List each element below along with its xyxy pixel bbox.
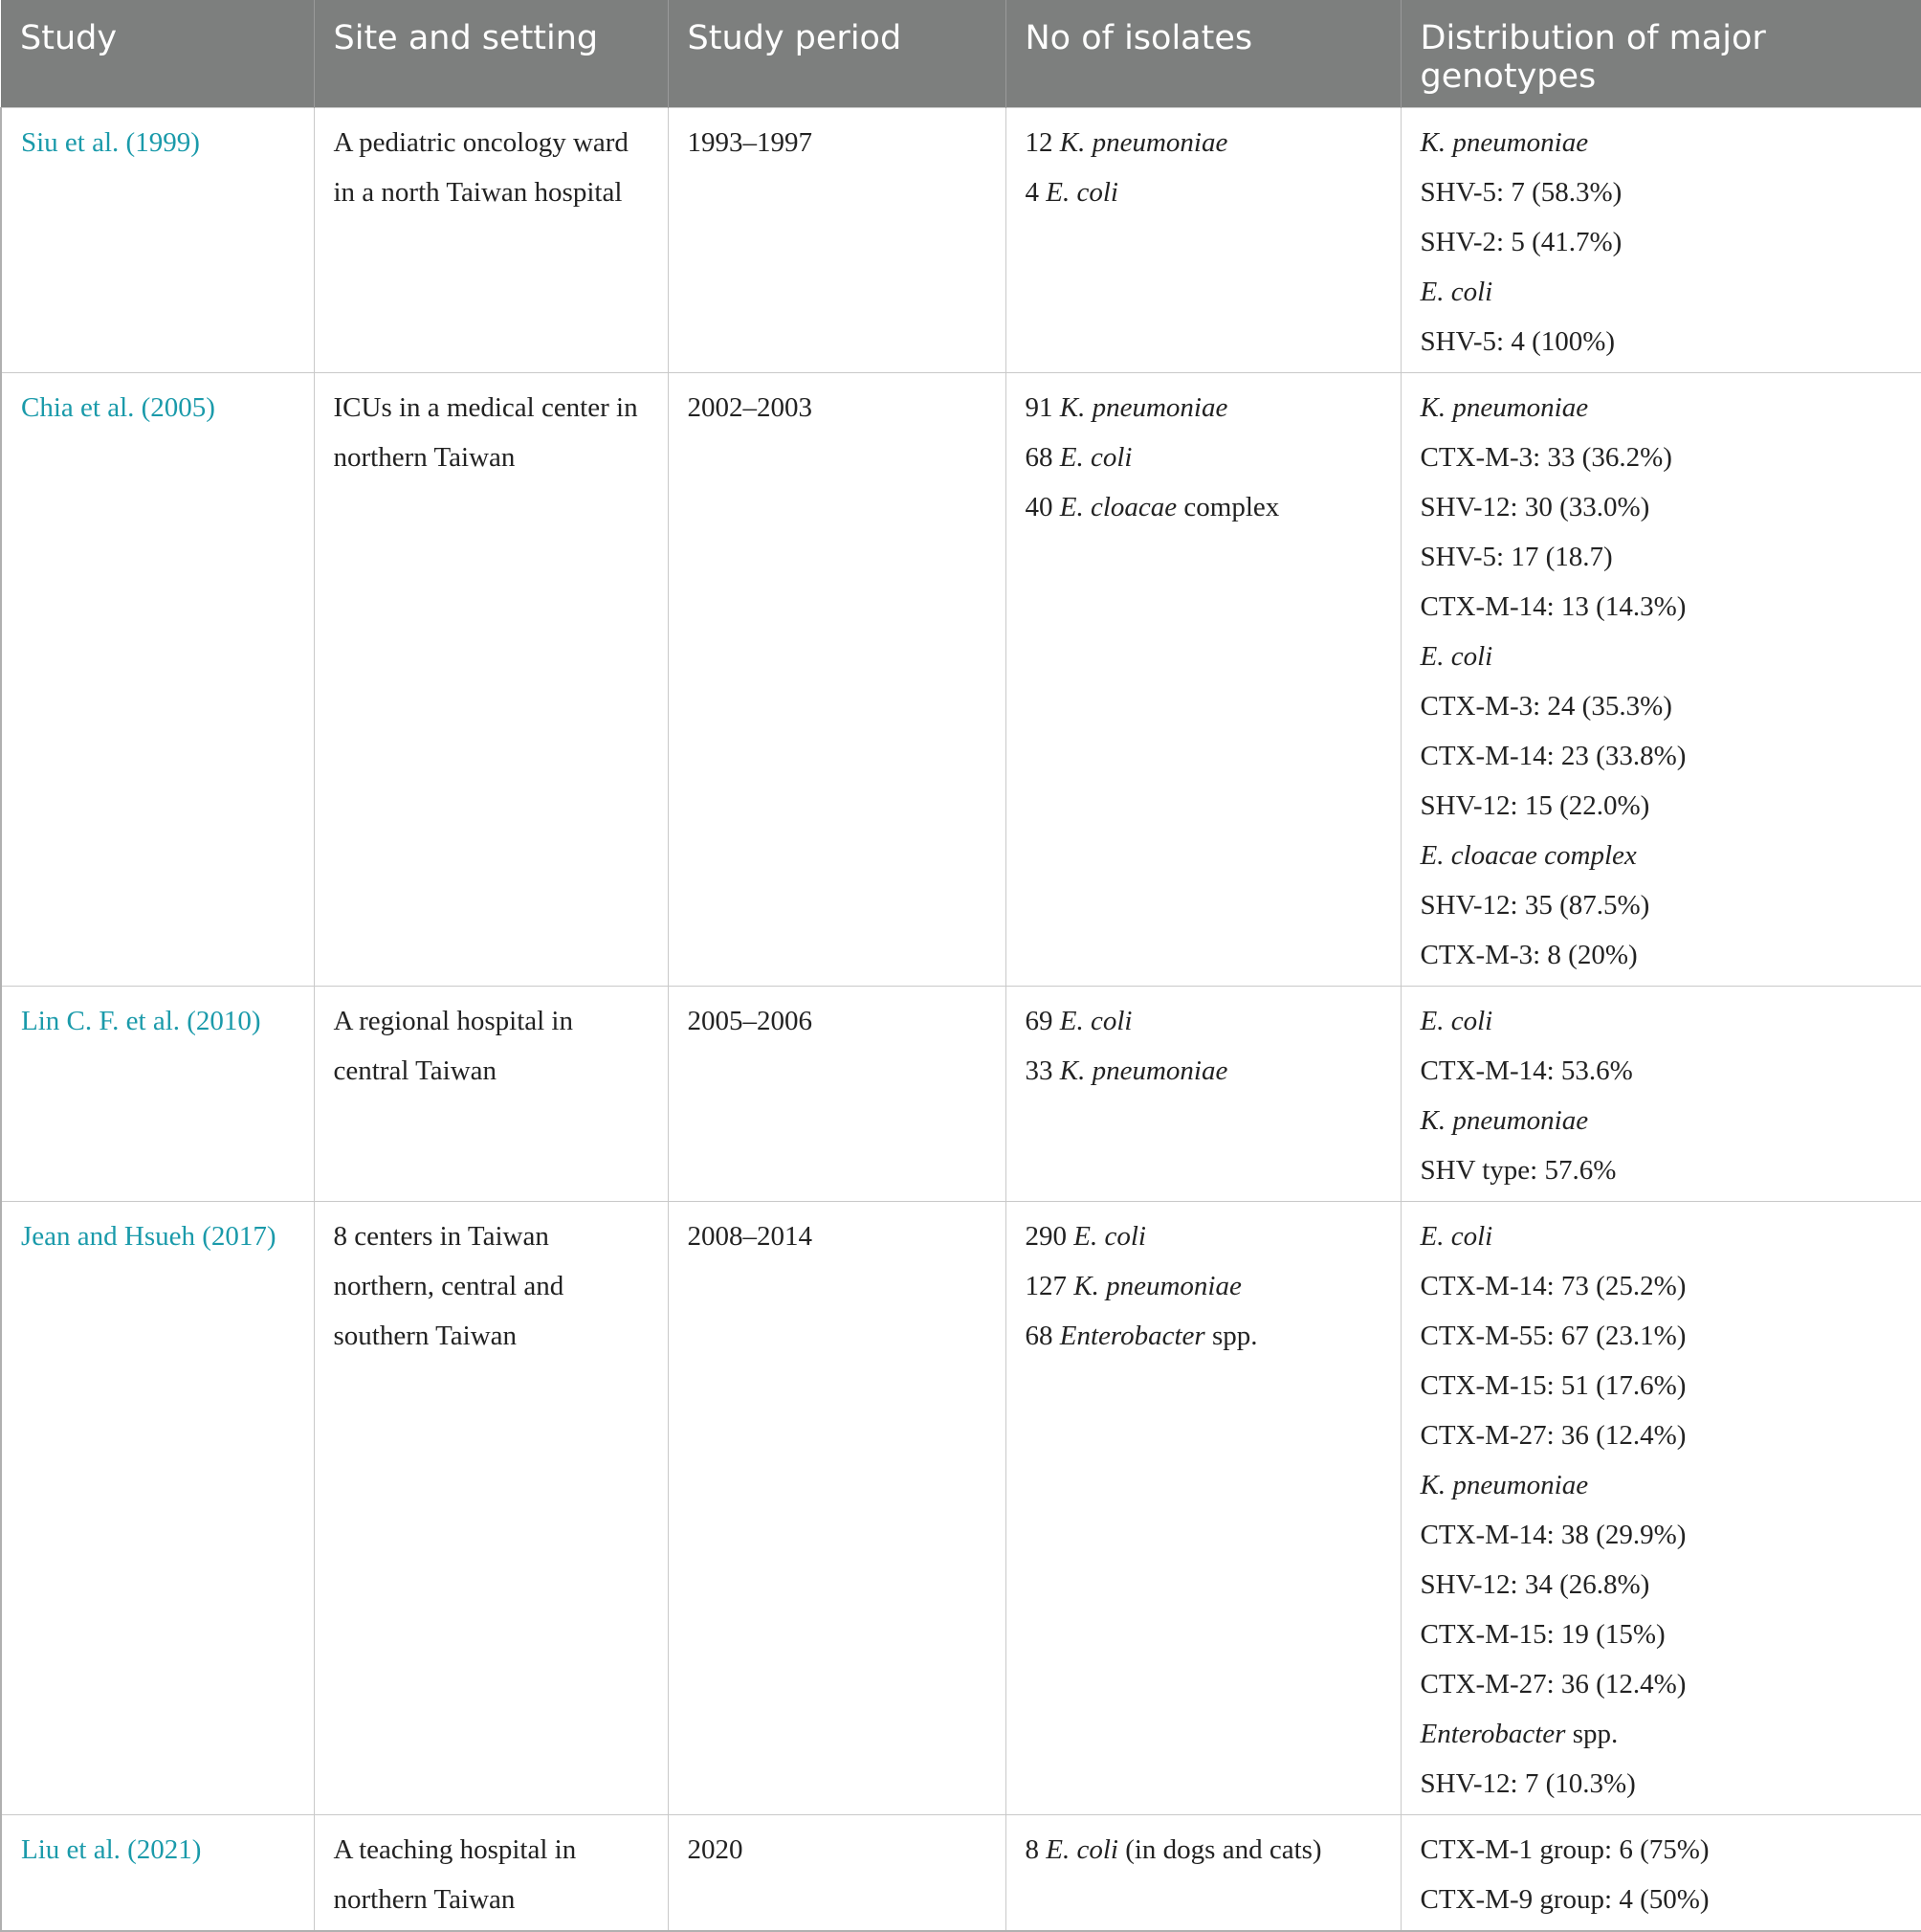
cell-line — [1421, 1875, 1903, 1924]
species-name: K. pneumoniae — [1059, 127, 1228, 158]
study-cell — [1, 987, 314, 1202]
species-name: E. coli — [1059, 442, 1133, 473]
site-line: ICUs in a medical center in — [333, 392, 638, 423]
species-name: K. pneumoniae — [1059, 392, 1228, 423]
study-citation-link[interactable]: Chia et al. (2005) — [21, 392, 215, 423]
site-cell — [314, 1202, 668, 1815]
cell-text: SHV-12: 30 (33.0%) — [1420, 492, 1650, 522]
table-row — [1, 373, 1921, 987]
species-name: K. pneumoniae — [1420, 392, 1589, 423]
table-body — [1, 108, 1921, 1932]
cell-line — [1421, 532, 1903, 582]
study-cell — [1, 108, 314, 373]
species-name: E. cloacae — [1059, 492, 1178, 522]
cell-line — [1421, 781, 1903, 831]
column-header — [314, 0, 668, 108]
period-cell — [668, 1815, 1005, 1932]
cell-line — [1421, 880, 1903, 930]
period-cell — [668, 1202, 1005, 1815]
cell-line — [1421, 1825, 1903, 1875]
site-line: A pediatric oncology ward — [333, 127, 629, 158]
cell-text: CTX-M-15: 51 (17.6%) — [1420, 1370, 1687, 1401]
column-header — [1, 0, 314, 108]
cell-text: CTX-M-14: 53.6% — [1420, 1055, 1633, 1086]
table-row — [1, 108, 1921, 373]
cell-line — [1421, 831, 1903, 880]
cell-line — [1026, 383, 1381, 433]
cell-text: SHV-5: 7 (58.3%) — [1420, 177, 1623, 208]
cell-line — [1421, 1145, 1903, 1195]
cell-line — [1421, 1709, 1903, 1759]
cell-text: CTX-M-3: 8 (20%) — [1420, 940, 1638, 970]
cell-line — [1421, 1560, 1903, 1610]
cell-line — [1421, 1759, 1903, 1809]
cell-text: 40 — [1025, 492, 1060, 522]
study-cell — [1, 1815, 314, 1932]
cell-text: complex — [1177, 492, 1280, 522]
cell-text: CTX-M-15: 19 (15%) — [1420, 1619, 1666, 1650]
cell-line — [1421, 681, 1903, 731]
period-text: 2008–2014 — [687, 1221, 812, 1252]
column-header — [668, 0, 1005, 108]
cell-text: CTX-M-3: 24 (35.3%) — [1420, 691, 1672, 722]
site-line: in a north Taiwan hospital — [333, 177, 623, 208]
cell-line — [1421, 582, 1903, 632]
cell-text: SHV-2: 5 (41.7%) — [1420, 227, 1623, 257]
cell-line — [1421, 1211, 1903, 1261]
cell-line — [1026, 433, 1381, 482]
cell-line — [1026, 1311, 1381, 1361]
site-cell — [314, 1815, 668, 1932]
cell-line — [1421, 482, 1903, 532]
site-cell — [314, 108, 668, 373]
cell-line — [1026, 118, 1381, 167]
cell-text: CTX-M-14: 73 (25.2%) — [1420, 1271, 1687, 1301]
genotypes-cell — [1401, 1815, 1921, 1932]
cell-line — [1421, 1659, 1903, 1709]
cell-text: 12 — [1025, 127, 1060, 158]
cell-line — [1026, 996, 1381, 1046]
cell-text: 69 — [1025, 1006, 1060, 1036]
species-name: K. pneumoniae — [1420, 127, 1589, 158]
species-name: K. pneumoniae — [1073, 1271, 1242, 1301]
table-row — [1, 1202, 1921, 1815]
cell-line — [1421, 930, 1903, 980]
study-cell — [1, 373, 314, 987]
cell-text: 33 — [1025, 1055, 1060, 1086]
study-cell — [1, 1202, 314, 1815]
cell-text: CTX-M-1 group: 6 (75%) — [1420, 1834, 1710, 1865]
site-line: northern Taiwan — [333, 442, 516, 473]
species-name: E. coli — [1420, 641, 1493, 672]
period-cell — [668, 108, 1005, 373]
study-citation-link[interactable]: Liu et al. (2021) — [21, 1834, 202, 1865]
site-cell — [314, 987, 668, 1202]
cell-text: 4 — [1025, 177, 1047, 208]
species-name: Enterobacter — [1059, 1321, 1205, 1351]
cell-line — [1421, 1410, 1903, 1460]
genotypes-cell — [1401, 373, 1921, 987]
cell-text: SHV-12: 35 (87.5%) — [1420, 890, 1650, 921]
cell-line — [1421, 167, 1903, 217]
cell-line — [1421, 1096, 1903, 1145]
isolates-cell — [1005, 1815, 1401, 1932]
header-row — [1, 0, 1921, 108]
cell-text: SHV-5: 17 (18.7) — [1420, 542, 1613, 572]
column-header — [1005, 0, 1401, 108]
cell-line — [1026, 1046, 1381, 1096]
column-header — [1401, 0, 1921, 108]
column-header-line: Study — [20, 19, 118, 57]
species-name: Enterobacter — [1420, 1719, 1566, 1749]
isolates-cell — [1005, 1202, 1401, 1815]
cell-text: 127 — [1025, 1271, 1074, 1301]
species-name: E. coli — [1420, 1006, 1493, 1036]
cell-text: 68 — [1025, 1321, 1060, 1351]
cell-text: CTX-M-27: 36 (12.4%) — [1420, 1669, 1687, 1699]
cell-line — [1026, 482, 1381, 532]
study-citation-link[interactable]: Jean and Hsueh (2017) — [21, 1221, 276, 1252]
cell-text: 91 — [1025, 392, 1060, 423]
period-text: 2002–2003 — [687, 392, 812, 423]
cell-line — [1421, 1311, 1903, 1361]
period-text: 2005–2006 — [687, 1006, 812, 1036]
cell-line — [1026, 1261, 1381, 1311]
site-line: A teaching hospital in — [333, 1834, 577, 1865]
cell-line — [1421, 632, 1903, 681]
cell-line — [1421, 317, 1903, 366]
cell-text: 290 — [1025, 1221, 1074, 1252]
species-name: K. pneumoniae — [1420, 1105, 1589, 1136]
species-name: E. coli — [1420, 277, 1493, 307]
cell-line — [1421, 118, 1903, 167]
period-cell — [668, 987, 1005, 1202]
cell-text: CTX-M-9 group: 4 (50%) — [1420, 1884, 1710, 1915]
cell-text: CTX-M-3: 33 (36.2%) — [1420, 442, 1672, 473]
genotypes-cell — [1401, 987, 1921, 1202]
species-name: K. pneumoniae — [1059, 1055, 1228, 1086]
column-header-line: Distribution of major — [1420, 19, 1766, 57]
site-line: northern Taiwan — [333, 1884, 516, 1915]
site-line: southern Taiwan — [333, 1321, 518, 1351]
cell-text: CTX-M-55: 67 (23.1%) — [1420, 1321, 1687, 1351]
species-name: E. coli — [1046, 1834, 1118, 1865]
species-name: E. coli — [1059, 1006, 1133, 1036]
cell-line — [1421, 1361, 1903, 1410]
isolates-cell — [1005, 987, 1401, 1202]
cell-text: CTX-M-14: 13 (14.3%) — [1420, 591, 1687, 622]
genotypes-cell — [1401, 108, 1921, 373]
cell-text: CTX-M-14: 23 (33.8%) — [1420, 741, 1687, 771]
cell-line — [1026, 1825, 1381, 1875]
isolates-cell — [1005, 373, 1401, 987]
table-row — [1, 1815, 1921, 1932]
cell-text: (in dogs and cats) — [1117, 1834, 1322, 1865]
column-header-line: No of isolates — [1025, 19, 1253, 57]
column-header-line: genotypes — [1420, 57, 1597, 96]
cell-line — [1421, 731, 1903, 781]
species-name: E. cloacae complex — [1420, 840, 1637, 871]
isolates-cell — [1005, 108, 1401, 373]
species-name: E. coli — [1420, 1221, 1493, 1252]
cell-line — [1026, 1211, 1381, 1261]
site-cell — [314, 373, 668, 987]
cell-line — [1421, 1610, 1903, 1659]
cell-line — [1421, 996, 1903, 1046]
site-line: northern, central and — [333, 1271, 564, 1301]
study-citation-link[interactable]: Siu et al. (1999) — [21, 127, 200, 158]
site-line: central Taiwan — [333, 1055, 497, 1086]
cell-text: CTX-M-14: 38 (29.9%) — [1420, 1520, 1687, 1550]
cell-text: CTX-M-27: 36 (12.4%) — [1420, 1420, 1687, 1451]
site-line: A regional hospital in — [333, 1006, 573, 1036]
genotypes-cell — [1401, 1202, 1921, 1815]
period-text: 2020 — [687, 1834, 743, 1865]
species-name: K. pneumoniae — [1420, 1470, 1589, 1500]
cell-text: SHV type: 57.6% — [1420, 1155, 1617, 1186]
column-header-line: Site and setting — [333, 19, 599, 57]
site-line: 8 centers in Taiwan — [333, 1221, 549, 1252]
cell-line — [1421, 383, 1903, 433]
species-name: E. coli — [1073, 1221, 1146, 1252]
cell-line — [1421, 217, 1903, 267]
cell-line — [1421, 1510, 1903, 1560]
cell-text: SHV-12: 15 (22.0%) — [1420, 790, 1650, 821]
period-cell — [668, 373, 1005, 987]
cell-line — [1421, 433, 1903, 482]
period-text: 1993–1997 — [687, 127, 812, 158]
study-citation-link[interactable]: Lin C. F. et al. (2010) — [21, 1006, 261, 1036]
cell-text: SHV-5: 4 (100%) — [1420, 326, 1616, 357]
cell-line — [1421, 1261, 1903, 1311]
cell-line — [1026, 167, 1381, 217]
column-header-line: Study period — [687, 19, 902, 57]
cell-line — [1421, 1046, 1903, 1096]
cell-text: SHV-12: 7 (10.3%) — [1420, 1768, 1636, 1799]
cell-text: spp. — [1204, 1321, 1258, 1351]
table-row — [1, 987, 1921, 1202]
cell-text: spp. — [1565, 1719, 1619, 1749]
cell-line — [1421, 267, 1903, 317]
cell-text: 68 — [1025, 442, 1060, 473]
species-name: E. coli — [1046, 177, 1118, 208]
cell-text: SHV-12: 34 (26.8%) — [1420, 1569, 1650, 1600]
cell-text: 8 — [1025, 1834, 1047, 1865]
cell-line — [1421, 1460, 1903, 1510]
